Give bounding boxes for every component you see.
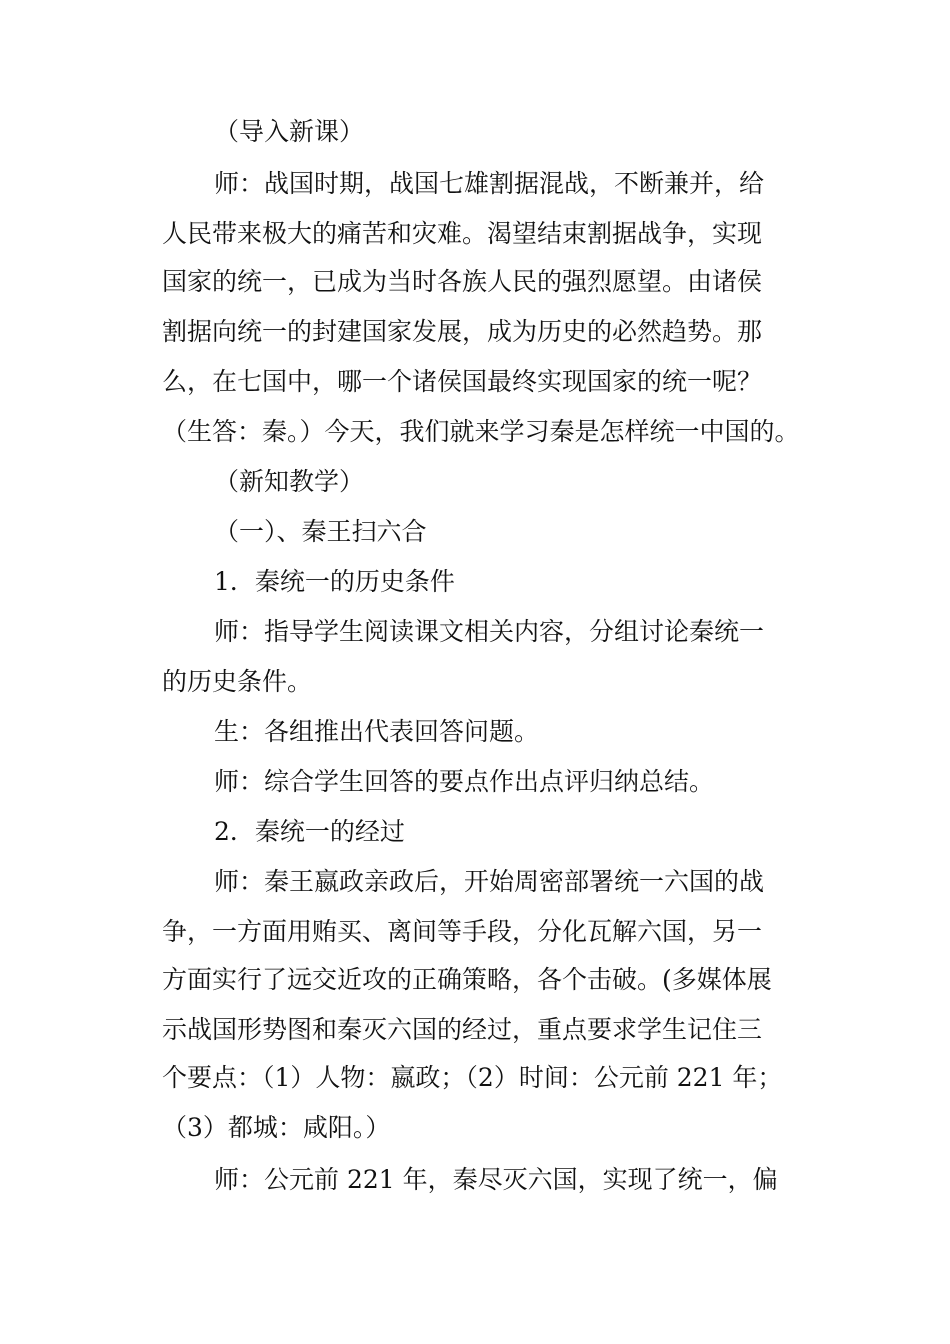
paragraph-line: （生答：秦。）今天，我们就来学习秦是怎样统一中国的。 bbox=[162, 417, 800, 446]
paragraph-line: （3）都城：咸阳。） bbox=[162, 1113, 391, 1142]
paragraph-line: 国家的统一，已成为当时各族人民的强烈愿望。由诸侯 bbox=[162, 267, 763, 296]
section-heading-intro: （导入新课） bbox=[214, 117, 365, 146]
paragraph-line: 争，一方面用贿买、离间等手段，分化瓦解六国，另一 bbox=[162, 917, 763, 946]
paragraph-line: 的历史条件。 bbox=[162, 667, 313, 696]
subsection-heading: （一）、秦王扫六合 bbox=[214, 517, 427, 546]
paragraph-line: 个要点：（1）人物：嬴政；（2）时间：公元前 221 年； bbox=[162, 1063, 783, 1092]
numbered-heading: 2．秦统一的经过 bbox=[214, 817, 405, 846]
paragraph-line: 师：秦王嬴政亲政后，开始周密部署统一六国的战 bbox=[214, 867, 765, 896]
paragraph-line: 么，在七国中，哪一个诸侯国最终实现国家的统一呢？ bbox=[162, 367, 763, 396]
paragraph-line: 示战国形势图和秦灭六国的经过，重点要求学生记住三 bbox=[162, 1015, 763, 1044]
paragraph-line: 师：公元前 221 年，秦尽灭六国，实现了统一，偏 bbox=[214, 1165, 778, 1194]
numbered-heading: 1．秦统一的历史条件 bbox=[214, 567, 455, 596]
paragraph-line: 割据向统一的封建国家发展，成为历史的必然趋势。那 bbox=[162, 317, 763, 346]
paragraph-line: 人民带来极大的痛苦和灾难。渴望结束割据战争，实现 bbox=[162, 219, 763, 248]
paragraph-line: 师：综合学生回答的要点作出点评归纳总结。 bbox=[214, 767, 715, 796]
section-heading-new-knowledge: （新知教学） bbox=[214, 467, 365, 496]
paragraph-line: 方面实行了远交近攻的正确策略，各个击破。(多媒体展 bbox=[162, 965, 772, 994]
paragraph-line: 生：各组推出代表回答问题。 bbox=[214, 717, 540, 746]
paragraph-line: 师：指导学生阅读课文相关内容，分组讨论秦统一 bbox=[214, 617, 765, 646]
paragraph-line: 师：战国时期，战国七雄割据混战，不断兼并，给 bbox=[214, 169, 765, 198]
